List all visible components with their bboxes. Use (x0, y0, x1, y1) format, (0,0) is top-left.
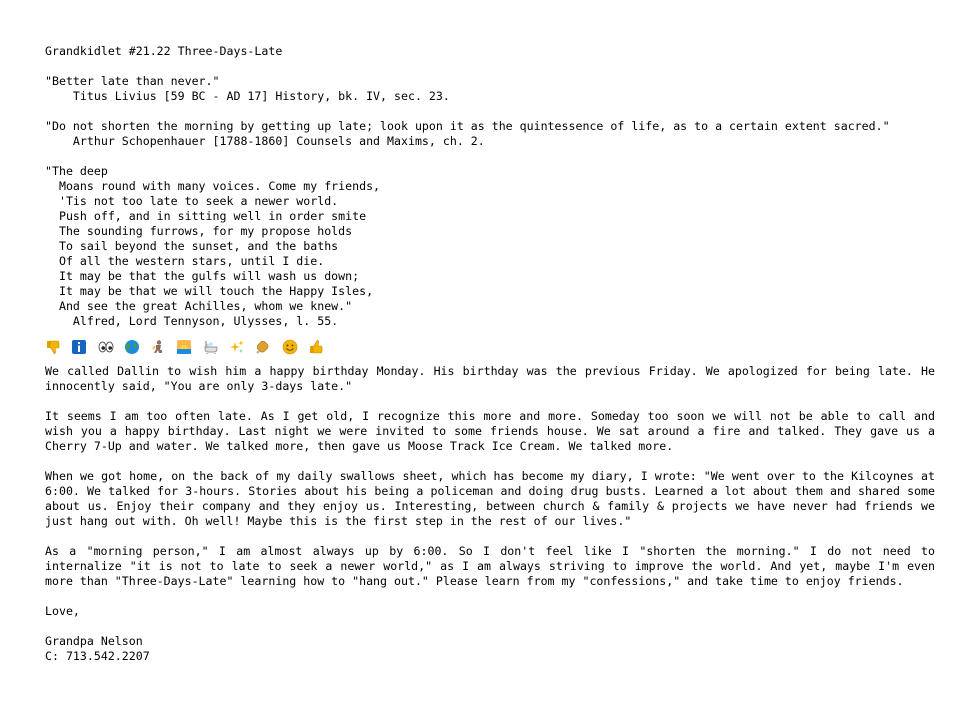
quote-text: "Better late than never." (45, 74, 220, 88)
letter (45, 44, 935, 664)
quote-attribution: Alfred, Lord Tennyson, Ulysses, l. 55. (45, 314, 339, 328)
poem-line: Moans round with many voices. Come my friends, (45, 179, 381, 193)
poem-line: It may be that we will touch the Happy Isles, (45, 284, 374, 298)
person-icon (150, 339, 166, 355)
closing: Love, (45, 604, 80, 618)
body-paragraph: We called Dallin to wish him a happy birthday Monday. His birthday was the previous Friday. We apologized for being late. He innocently said, "You are only 3-days late." (45, 364, 935, 393)
poem-line: Of all the western stars, until I die. (45, 254, 325, 268)
info-icon (71, 339, 87, 355)
page-title: Grandkidlet #21.22 Three-Days-Late (45, 44, 283, 58)
poem-line: "The deep (45, 164, 108, 178)
quote-attribution: Arthur Schopenhauer [1788-1860] Counsels and Maxims, ch. 2. (45, 134, 485, 148)
eyes-icon (98, 339, 114, 355)
body-paragraph: It seems I am too often late. As I get old, I recognize this more and more. Someday too soon we will not be able to call and wish you a happy birthday. Last night we were invited to some friends house. We sat around a fire and talked. They gave us a Cherry 7-Up and water. We talked more, then gave us Moose Track Ice Cream. We talked more. (45, 409, 935, 453)
bathtub-icon (203, 339, 219, 355)
quote-attribution: Titus Livius [59 BC - AD 17] History, bk. IV, sec. 23. (45, 89, 450, 103)
poem-line: Push off, and in sitting well in order smite (45, 209, 367, 223)
poem-line: It may be that the gulfs will wash us down; (45, 269, 360, 283)
body-paragraph: As a "morning person," I am almost always up by 6:00. So I don't feel like I "shorten the morning." I do not need to internalize "it is not to late to seek a newer world," as I am always striving to improve the world. And yet, maybe I'm even more than "Three-Days-Late" learning how to "hang out." Please learn from my "confessions," and take time to enjoy friends. (45, 544, 935, 588)
thumbs-down-icon (45, 339, 61, 355)
quote-text: "Do not shorten the morning by getting up late; look upon it as the quintessence of life, as to a certain extent sacred." (45, 119, 890, 133)
poem-line: The sounding furrows, for my propose holds (45, 224, 353, 238)
smiley-icon (282, 339, 298, 355)
poem-line: And see the great Achilles, whom we knew." (45, 299, 353, 313)
ice-cream-bar-icon (255, 339, 271, 355)
signature-phone: C: 713.542.2207 (45, 649, 150, 663)
emoji-row (45, 337, 935, 357)
thumbs-up-icon (308, 339, 324, 355)
sunset-icon (176, 339, 192, 355)
sparkles-icon (229, 339, 245, 355)
globe-icon (124, 339, 140, 355)
poem-line: To sail beyond the sunset, and the baths (45, 239, 339, 253)
signature-name: Grandpa Nelson (45, 634, 143, 648)
poem-line: 'Tis not too late to seek a newer world. (45, 194, 339, 208)
body-paragraph: When we got home, on the back of my daily swallows sheet, which has become my diary, I wrote: "We went over to the Kilcoynes at 6:00. We talked for 3-hours. Stories about his being a policeman and doing drug busts. Learned a lot about them and shared some about us. Enjoy their company and they enjoy us. Interesting, between church & family & projects we have never had friends we just hang out with. Oh well! Maybe this is the first step in the rest of our lives." (45, 469, 935, 528)
